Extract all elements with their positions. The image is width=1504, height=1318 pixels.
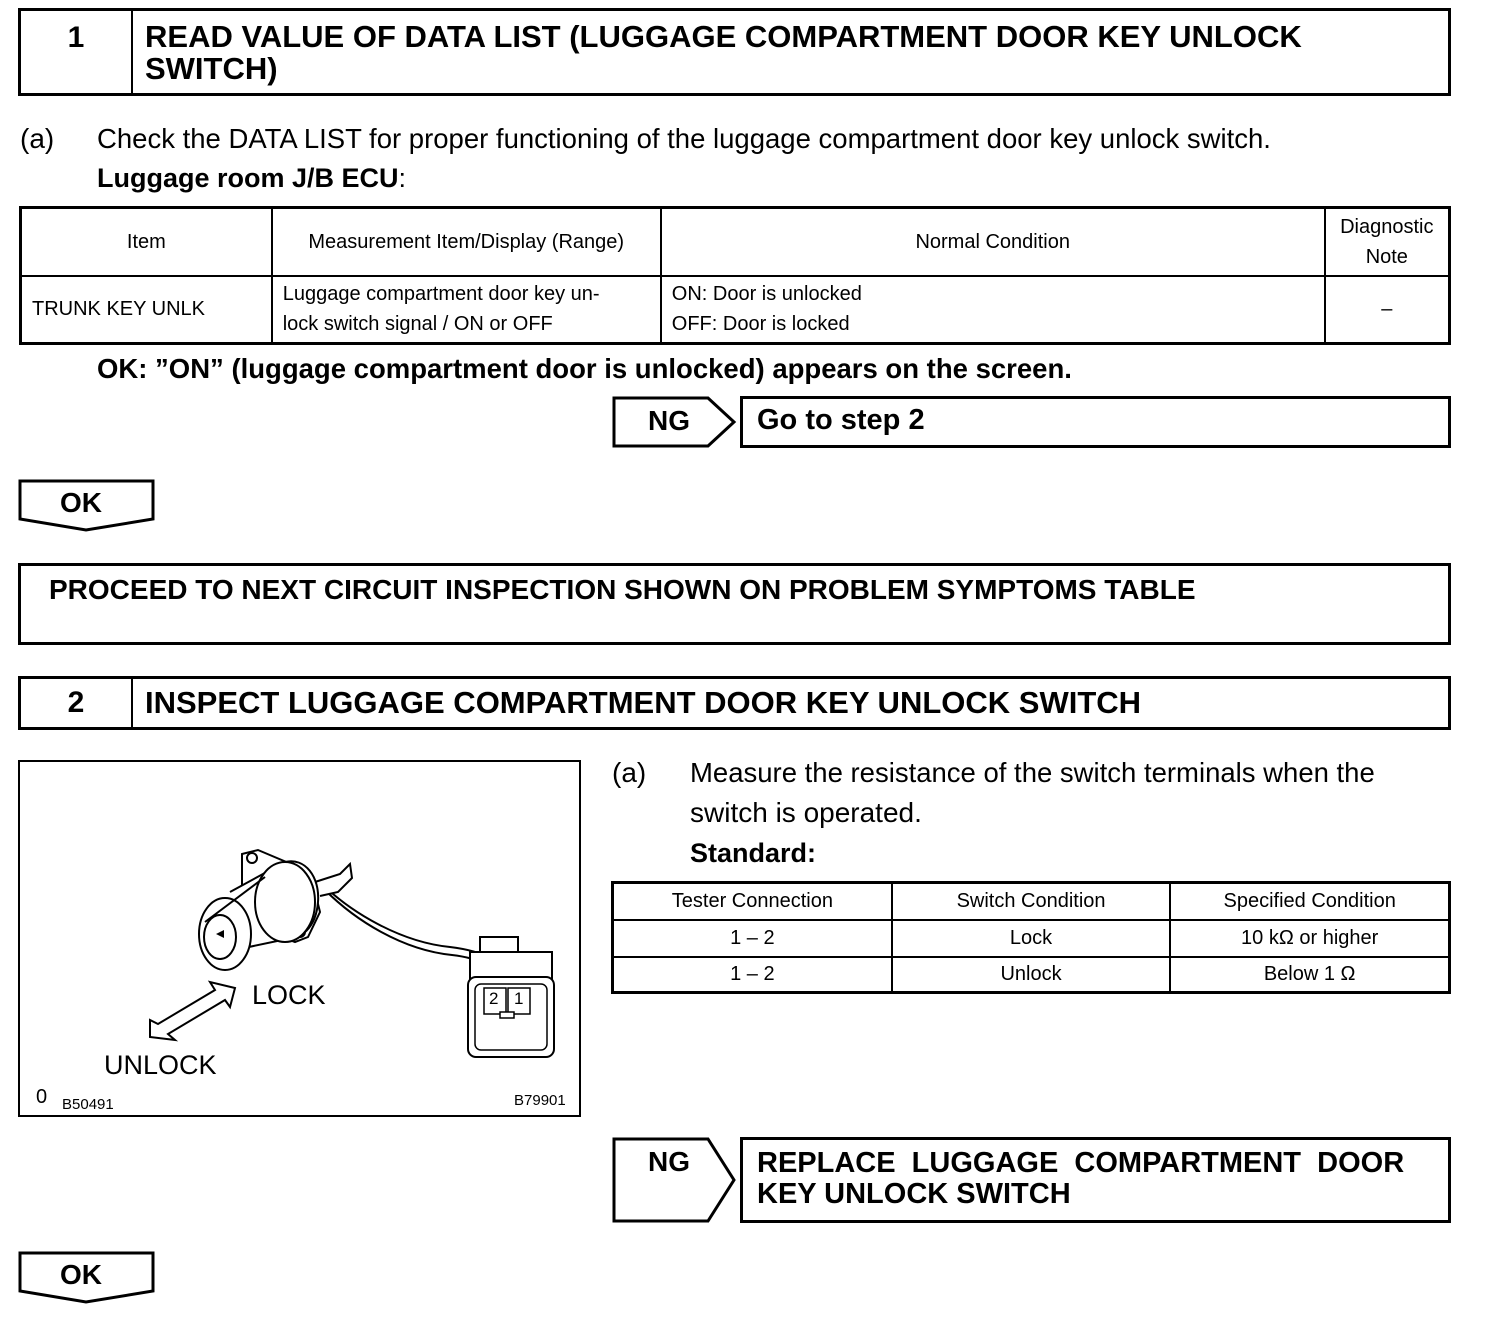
table-cell-note: – xyxy=(1325,276,1450,344)
table-header: Diagnostic Note xyxy=(1325,208,1450,276)
ng-result-box: Go to step 2 xyxy=(740,396,1451,448)
step1-header xyxy=(18,8,1451,96)
ecu-label-line xyxy=(97,159,406,197)
proceed-box: PROCEED TO NEXT CIRCUIT INSPECTION SHOWN ON PROBLEM SYMPTOMS TABLE xyxy=(18,563,1451,645)
normal-line1: ON: Door is unlocked xyxy=(671,283,862,306)
table-header: Item xyxy=(21,208,272,276)
table-header: Measurement Item/Display (Range) xyxy=(272,208,661,276)
step2-header xyxy=(18,676,1451,730)
data-list-table xyxy=(19,206,1451,345)
figure-code-right: B79901 xyxy=(514,1092,566,1109)
unlock-label: UNLOCK xyxy=(104,1050,217,1080)
table-cell: Below 1 Ω xyxy=(1170,957,1449,993)
normal-line2: OFF: Door is locked xyxy=(671,313,850,336)
measurement-line1: Luggage compartment door key un- xyxy=(282,283,600,306)
ok-label-2: OK xyxy=(60,1259,102,1290)
ecu-colon: : xyxy=(398,163,407,193)
step2-number: 2 xyxy=(21,679,133,727)
table-row xyxy=(21,276,1450,344)
step2-instruction-line2: switch is operated. xyxy=(690,797,922,828)
lock-label: LOCK xyxy=(252,980,326,1010)
table-header: Normal Condition xyxy=(661,208,1325,276)
ng-label: NG xyxy=(648,405,690,436)
table-row xyxy=(613,957,1450,993)
table-header: Switch Condition xyxy=(892,883,1171,920)
table-cell-measurement xyxy=(272,276,661,344)
figure-corner-zero: 0 xyxy=(36,1086,48,1108)
table-cell-normal xyxy=(661,276,1325,344)
switch-figure xyxy=(18,760,581,1117)
standard-table xyxy=(611,881,1451,994)
step1-instruction: Check the DATA LIST for proper functioning of the luggage compartment door key unlock switch. xyxy=(97,123,1271,154)
ok-statement: OK: ”ON” (luggage compartment door is unlocked) appears on the screen. xyxy=(97,353,1072,384)
pin-1-label: 1 xyxy=(514,989,524,1008)
step1-number: 1 xyxy=(21,11,133,93)
ng-label-2: NG xyxy=(648,1146,690,1177)
table-row xyxy=(613,920,1450,957)
table-cell: 10 kΩ or higher xyxy=(1170,920,1449,957)
step2-instruction-line1: Measure the resistance of the switch terminals when the xyxy=(690,757,1375,788)
ecu-label: Luggage room J/B ECU xyxy=(97,163,399,193)
step2-title: INSPECT LUGGAGE COMPARTMENT DOOR KEY UNLOCK SWITCH xyxy=(145,685,1142,720)
table-header: Tester Connection xyxy=(613,883,892,920)
table-cell: Lock xyxy=(892,920,1171,957)
step1-title: READ VALUE OF DATA LIST (LUGGAGE COMPARTMENT DOOR KEY UNLOCK SWITCH) xyxy=(145,19,1302,86)
table-header: Specified Condition xyxy=(1170,883,1449,920)
step1-item-marker: (a) xyxy=(20,123,55,154)
ng-result-line1: REPLACE LUGGAGE COMPARTMENT DOOR xyxy=(757,1147,1405,1179)
table-cell: Unlock xyxy=(892,957,1171,993)
ok-label: OK xyxy=(60,487,102,518)
step2-item-marker: (a) xyxy=(612,757,647,788)
standard-label: Standard: xyxy=(690,838,817,868)
figure-code-left: B50491 xyxy=(62,1096,114,1113)
pin-2-label: 2 xyxy=(489,989,499,1008)
ng-result-line2: KEY UNLOCK SWITCH xyxy=(757,1178,1071,1210)
table-cell: 1 – 2 xyxy=(613,957,892,993)
table-cell: 1 – 2 xyxy=(613,920,892,957)
table-cell-item: TRUNK KEY UNLK xyxy=(21,276,272,344)
ng-result-box-2 xyxy=(740,1137,1451,1223)
measurement-line2: lock switch signal / ON or OFF xyxy=(282,313,553,336)
